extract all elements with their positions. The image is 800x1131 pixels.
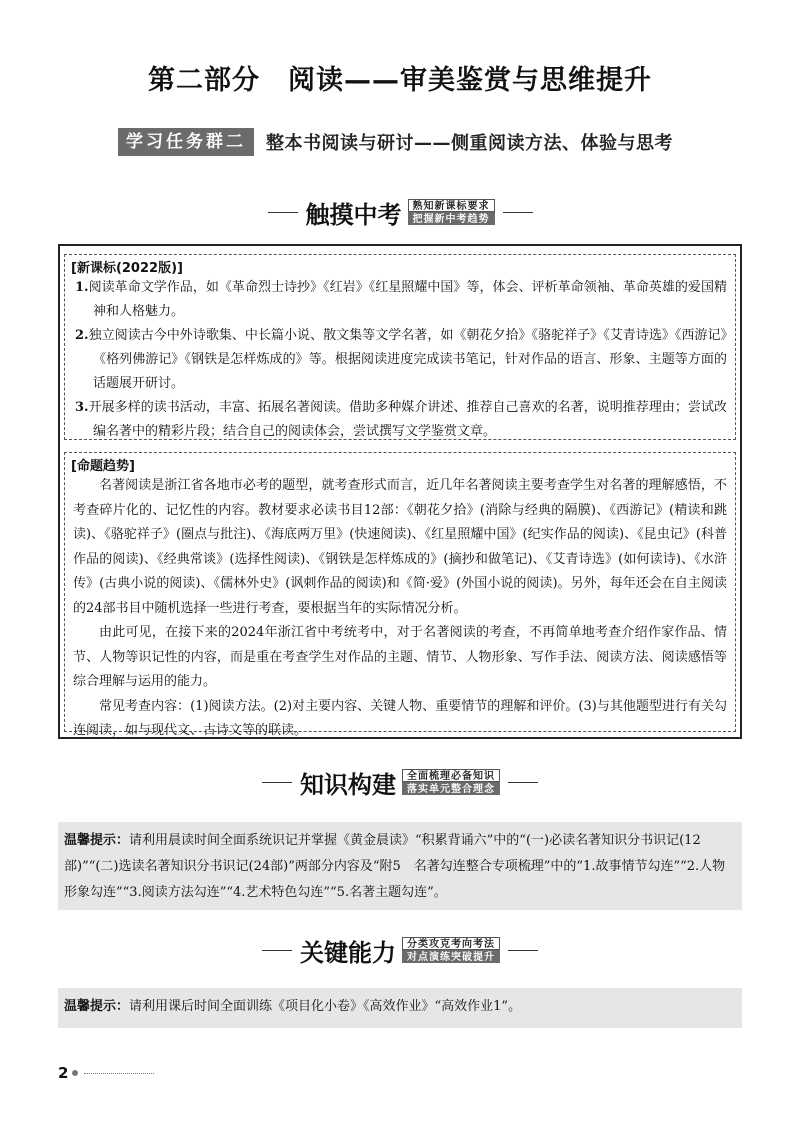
task-group-heading [118,128,673,156]
item-number: 2. [75,328,89,343]
standard-item-3 [65,396,735,444]
section-title: 触摸中考 [305,200,402,229]
section-tags [402,769,500,795]
tip-text: 请利用课后时间全面训练《项目化小卷》《高效作业》“高效作业1”。 [129,999,522,1014]
curriculum-standard-label: [新课标(2022版)] [71,261,183,276]
trend-paragraph-1: 名著阅读是浙江省各地市必考的题型，就考查形式而言，近几年名著阅读主要考查学生对名著的理解感悟，不考查碎片化的、记忆性的内容。教材要求必读书目12部：《朝花夕拾》(消除与经典的隔膜)、《西游记》(精读和跳读)、《骆驼祥子》(圈点与批注)、《海底两万里》(快速阅读)、《红星照耀中国》(纪实作品的阅读)、《昆虫记》(科普作品的阅读)、《经典常谈》(选择性阅读)、《钢铁是怎样炼成的》(摘抄和做笔记)、《艾青诗选》(如何读诗)、《水浒传》(古典小说的阅读)、《儒林外史》(讽刺作品的阅读)和《简·爱》(外国小说的阅读)。另外，每年还会在自主阅读的24部书目中随机选择一些进行考查，要根据当年的实际情况分析。 [73,478,727,616]
header-rule-left [262,950,292,951]
tip-box-ability [58,988,742,1028]
section-header-ability [0,930,800,970]
outer-box [58,244,742,739]
task-group-badge: 学习任务群二 [118,128,254,156]
header-rule-left [268,212,298,213]
section-tag-top: 熟知新课标要求 [408,199,495,212]
page-dotted-rule [84,1073,154,1074]
section-tag-bottom: 把握新中考趋势 [408,212,495,225]
section-title: 知识构建 [300,770,396,799]
standard-item-1 [65,276,735,324]
section-header-exam [0,192,800,232]
section-header-knowledge [0,762,800,802]
task-group-title: 整本书阅读与研讨——侧重阅读方法、体验与思考 [266,133,673,154]
section-tag-bottom: 对点演练突破提升 [402,950,500,963]
tip-label: 温馨提示： [64,833,130,848]
page-number: 2 [58,1064,69,1082]
tip-box-knowledge [58,822,742,910]
header-rule-right [508,782,538,783]
trend-paragraph-2: 由此可见，在接下来的2024年浙江省中考统考中，对于名著阅读的考查，不再简单地考查介绍作家作品、情节、人物等识记性的内容，而是重在考查学生对作品的主题、情节、人物形象、写作手法、阅读方法、阅读感悟等综合理解与运用的能力。 [73,625,727,689]
section-tag-top: 分类攻克考向考法 [402,937,500,950]
header-rule-left [262,782,292,783]
section-tag-top: 全面梳理必备知识 [402,769,500,782]
standard-item-2 [65,324,735,396]
item-text: 开展多样的读书活动，丰富、拓展名著阅读。借助多种媒介讲述、推荐自己喜欢的名著，说明推荐理由；尝试改编名著中的精彩片段；结合自己的阅读体会，尝试撰写文学鉴赏文章。 [88,400,727,439]
item-number: 1. [75,280,89,295]
item-text: 阅读革命文学作品，如《革命烈士诗抄》《红岩》《红星照耀中国》等，体会、评析革命领袖、革命英雄的爱国精神和人格魅力。 [88,280,727,319]
section-title: 关键能力 [300,938,396,967]
curriculum-standard-box [64,254,736,440]
trend-paragraph-3: 常见考查内容：(1)阅读方法。(2)对主要内容、关键人物、重要情节的理解和评价。(3)与其他题型进行有关勾连阅读，如与现代文、古诗文等的联读。 [73,698,727,738]
section-tags [408,199,495,225]
item-text: 独立阅读古今中外诗歌集、中长篇小说、散文集等文学名著，如《朝花夕拾》《骆驼祥子》《艾青诗选》《西游记》《格列佛游记》《钢铁是怎样炼成的》等。根据阅读进度完成读书笔记，针对作品的语言、形象、主题等方面的话题展开研讨。 [88,328,727,391]
section-tag-bottom: 落实单元整合理念 [402,782,500,795]
item-number: 3. [75,400,89,415]
header-rule-right [503,212,533,213]
part-title: 第二部分 阅读——审美鉴赏与思维提升 [148,65,652,96]
exam-trend-box [64,452,736,738]
page-dot [72,1070,78,1076]
page-number-area [58,1064,154,1082]
tip-text: 请利用晨读时间全面系统识记并掌握《黄金晨读》“积累背诵六”中的“(一)必读名著知识分书识记(12部)”“(二)选读名著知识分书识记(24部)”两部分内容及“附5 名著勾连整合专项梳理”中的“1.故事情节勾连”“2.人物形象勾连”“3.阅读方法勾连”“4.艺术特色勾连”“5.名著主题勾连”。 [64,833,726,900]
header-rule-right [508,950,538,951]
tip-label: 温馨提示： [64,999,130,1014]
section-tags [402,937,500,963]
exam-trend-label: [命题趋势] [71,459,135,474]
